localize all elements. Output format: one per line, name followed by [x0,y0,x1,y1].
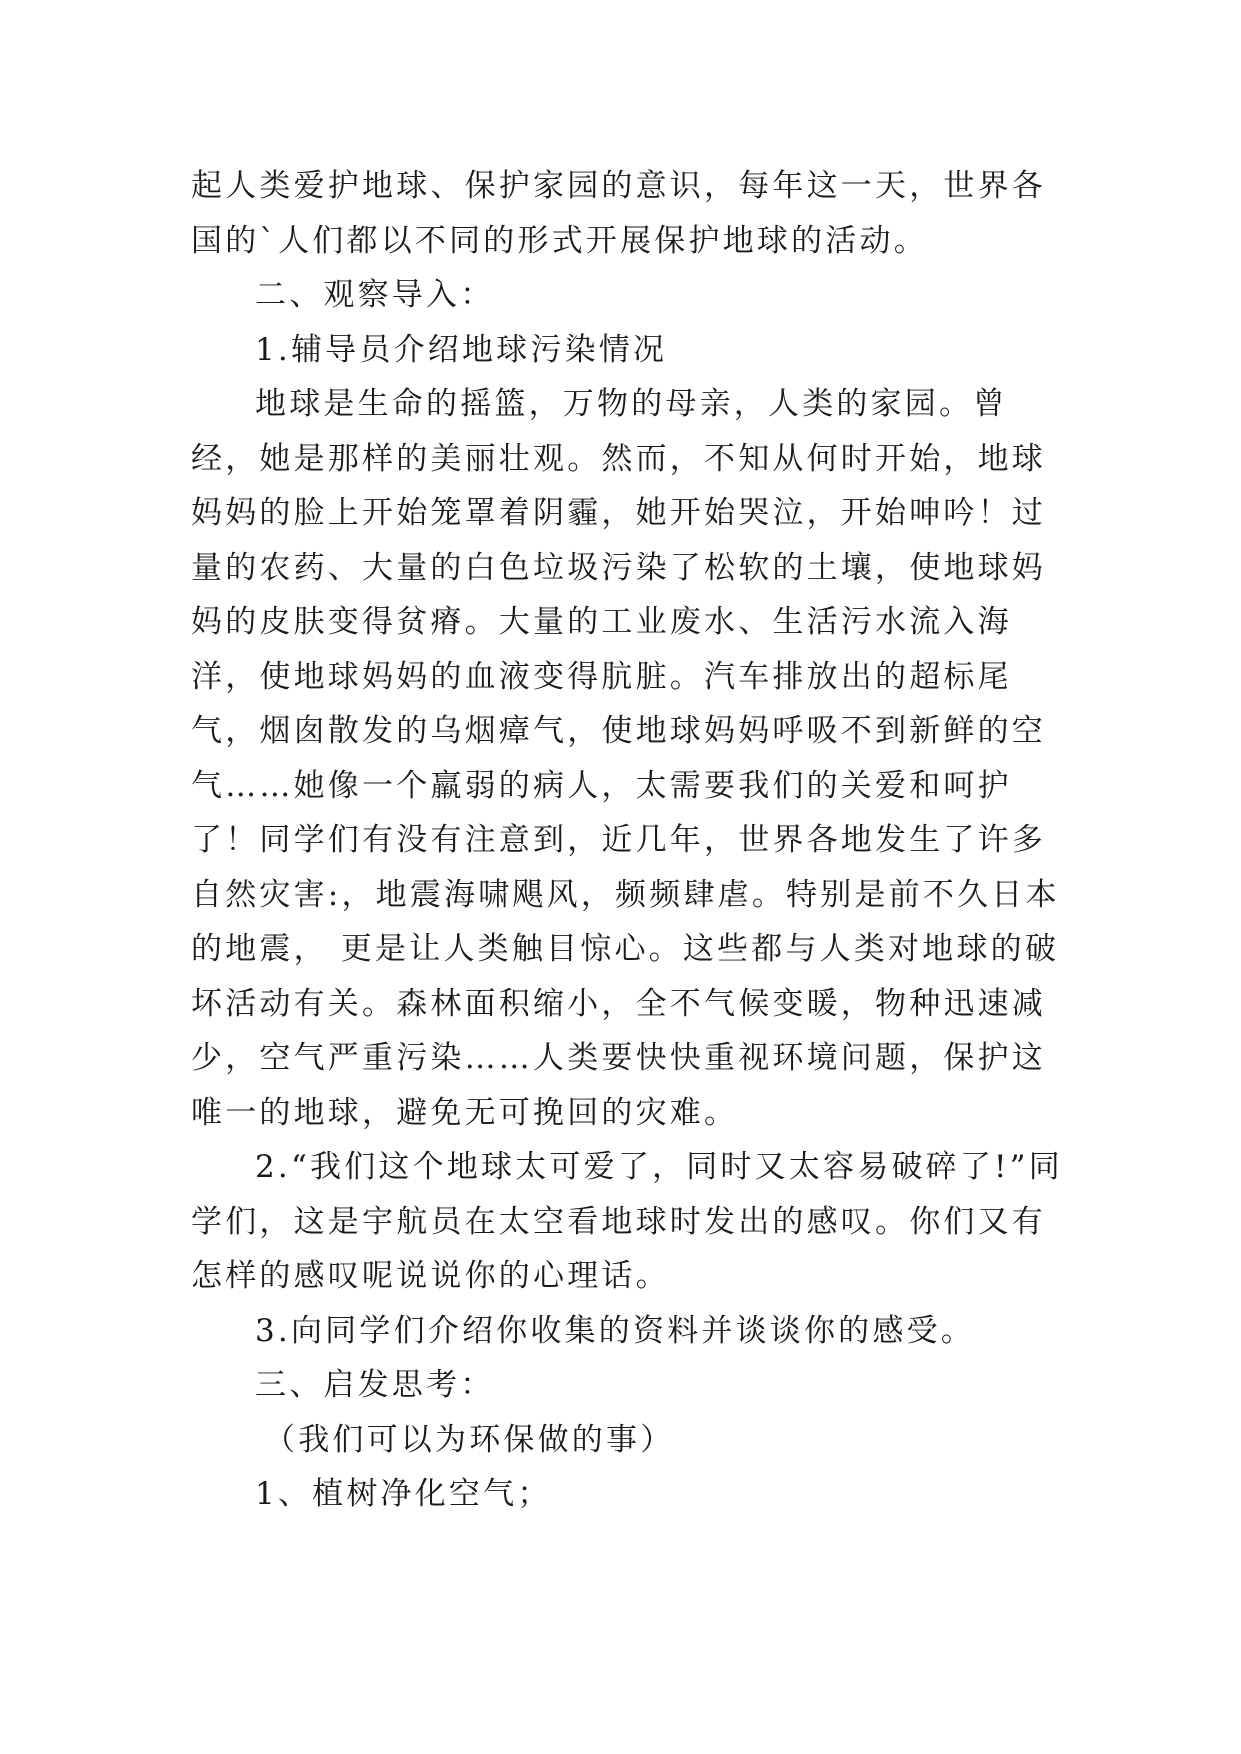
subheading-environmental-actions: （我们可以为环保做的事） [264,1421,675,1458]
paragraph-continuation: 起人类爱护地球、保护家园的意识，每年这一天，世界各国的`人们都以不同的形式开展保护地球的活动。 [191,168,1046,259]
document-body [191,159,1071,1522]
list-item-3: 3.向同学们介绍你收集的资料并谈谈你的感受。 [255,1312,975,1349]
list-item-1: 1.辅导员介绍地球污染情况 [255,331,668,368]
paragraph-earth-pollution: 地球是生命的摇篮，万物的母亲，人类的家园。曾经，她是那样的美丽壮观。然而，不知从何时开始，地球妈妈的脸上开始笼罩着阴霾，她开始哭泣，开始呻吟！过量的农药、大量的白色垃圾污染了松软的土壤，使地球妈妈的皮肤变得贫瘠。大量的工业废水、生活污水流入海洋，使地球妈妈的血液变得肮脏。汽车排放出的超标尾气，烟囱散发的乌烟瘴气，使地球妈妈呼吸不到新鲜的空气……她像一个羸弱的病人，太需要我们的关爱和呵护了！同学们有没有注意到，近几年，世界各地发生了许多自然灾害:，地震海啸飓风，频频肆虐。特别是前不久日本的地震， 更是让人类触目惊心。这些都与人类对地球的破坏活动有关。森林面积缩小，全不气候变暖，物种迅速减少，空气严重污染……人类要快快重视环境问题，保护这唯一的地球，避免无可挽回的灾难。 [191,386,1060,1131]
section-heading-thinking: 三、启发思考： [255,1367,495,1403]
action-item-1: 1、植树净化空气； [255,1476,552,1512]
list-item-2: 2.“我们这个地球太可爱了，同时又太容易破碎了!”同学们，这是宇航员在太空看地球时发出的感叹。你们又有怎样的感叹呢说说你的心理话。 [191,1149,1063,1294]
section-heading-observation: 二、观察导入： [255,277,495,313]
